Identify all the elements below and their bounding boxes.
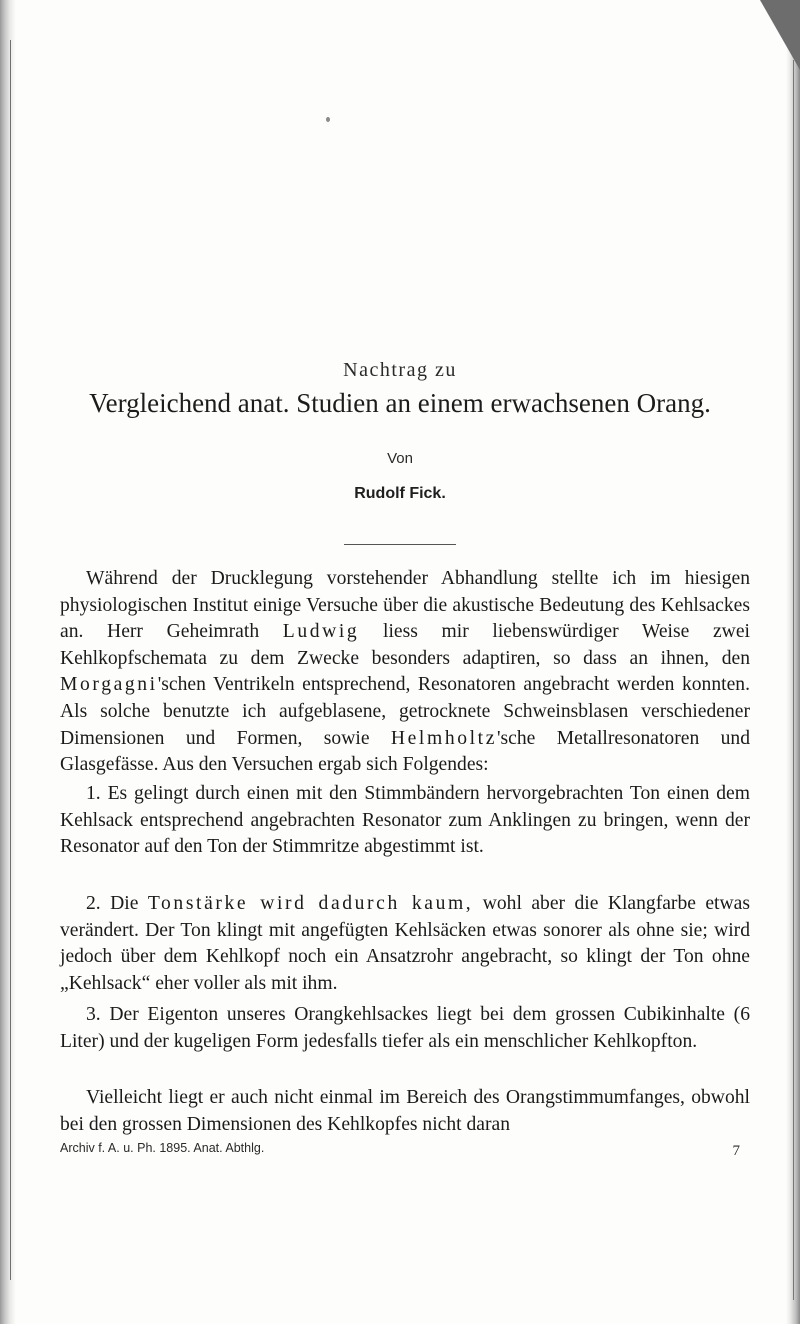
scan-speck bbox=[326, 117, 330, 122]
scan-binding-line bbox=[10, 40, 11, 1280]
byline-von: Von bbox=[387, 450, 413, 467]
paragraph-intro bbox=[60, 566, 750, 779]
name-morgagni: Morgagni bbox=[60, 674, 158, 696]
article-title: Vergleichend anat. Studien an einem erwachsenen Orang. bbox=[89, 388, 711, 418]
name-ludwig: Ludwig bbox=[282, 621, 360, 643]
name-helmholtz: Helmholtz bbox=[390, 727, 497, 749]
point-1-text: 1. Es gelingt durch einen mit den Stimmbändern hervorgebrachten Ton einen dem Kehlsack entsprechend angebrachten Resonator zum Anklingen zu bringen, wenn der Resonator auf den Ton der Stimmritze abgestimmt ist. bbox=[60, 783, 750, 858]
paragraph-point-4 bbox=[60, 1085, 750, 1138]
paragraph-point-2 bbox=[60, 891, 750, 997]
paragraph-point-1 bbox=[60, 781, 750, 861]
intro-text-a: Während der Drucklegung vorstehender Abhandlung stellte ich im hiesigen physiologischen Institut einige Versuche über die akustische Bedeutung des Kehlsackes an. Herr Geheimrath bbox=[60, 568, 750, 643]
point-2-text-b: wohl aber die Klangfarbe etwas verändert. Der Ton klingt mit angefügten Kehlsäcken etwas sonorer als ohne sie; wird jedoch über dem Kehlkopf noch ein Ansatzrohr angebracht, so klingt der Ton ohne „Kehlsack“ eher voller als mit ihm. bbox=[60, 893, 750, 994]
point-2-emphasis: Tonstärke wird dadurch kaum, bbox=[147, 893, 474, 914]
signature-mark: 7 bbox=[732, 1143, 740, 1159]
intro-text-b: liess mir liebenswürdiger Weise zwei Kehlkopfschemata zu dem Zwecke besonders adaptiren, so dass an ihnen, den bbox=[60, 621, 750, 669]
intro-text-d: 'sche Metallresonatoren und Glasgefässe. Aus den Versuchen ergab sich Folgendes: bbox=[60, 727, 750, 776]
title-divider bbox=[344, 544, 456, 545]
point-3-text: 3. Der Eigenton unseres Orangkehlsackes liegt bei dem grossen Cubikinhalte (6 Liter) und der kugeligen Form jedesfalls tiefer als ein menschlicher Kehlkopfton. bbox=[60, 1004, 750, 1052]
paragraph-point-3 bbox=[60, 1002, 750, 1055]
scan-corner-shadow bbox=[760, 0, 800, 70]
scan-edge-line-right bbox=[793, 60, 794, 1300]
point-2-text-a: 2. Die bbox=[86, 893, 148, 914]
scan-edge-left bbox=[0, 0, 16, 1324]
journal-reference: Archiv f. A. u. Ph. 1895. Anat. Abthlg. bbox=[60, 1141, 265, 1155]
supertitle: Nachtrag zu bbox=[343, 359, 457, 381]
point-4-text: Vielleicht liegt er auch nicht einmal im Bereich des Orangstimmumfanges, obwohl bei den grossen Dimensionen des Kehlkopfes nicht daran bbox=[60, 1087, 750, 1135]
intro-text-c: 'schen Ventrikeln entsprechend, Resonatoren angebracht werden konnten. Als solche benutzte ich aufgeblasene, getrocknete Schweinsblasen verschiedener Dimensionen und Formen, sowie bbox=[60, 674, 750, 749]
author-name: Rudolf Fick. bbox=[354, 485, 446, 502]
